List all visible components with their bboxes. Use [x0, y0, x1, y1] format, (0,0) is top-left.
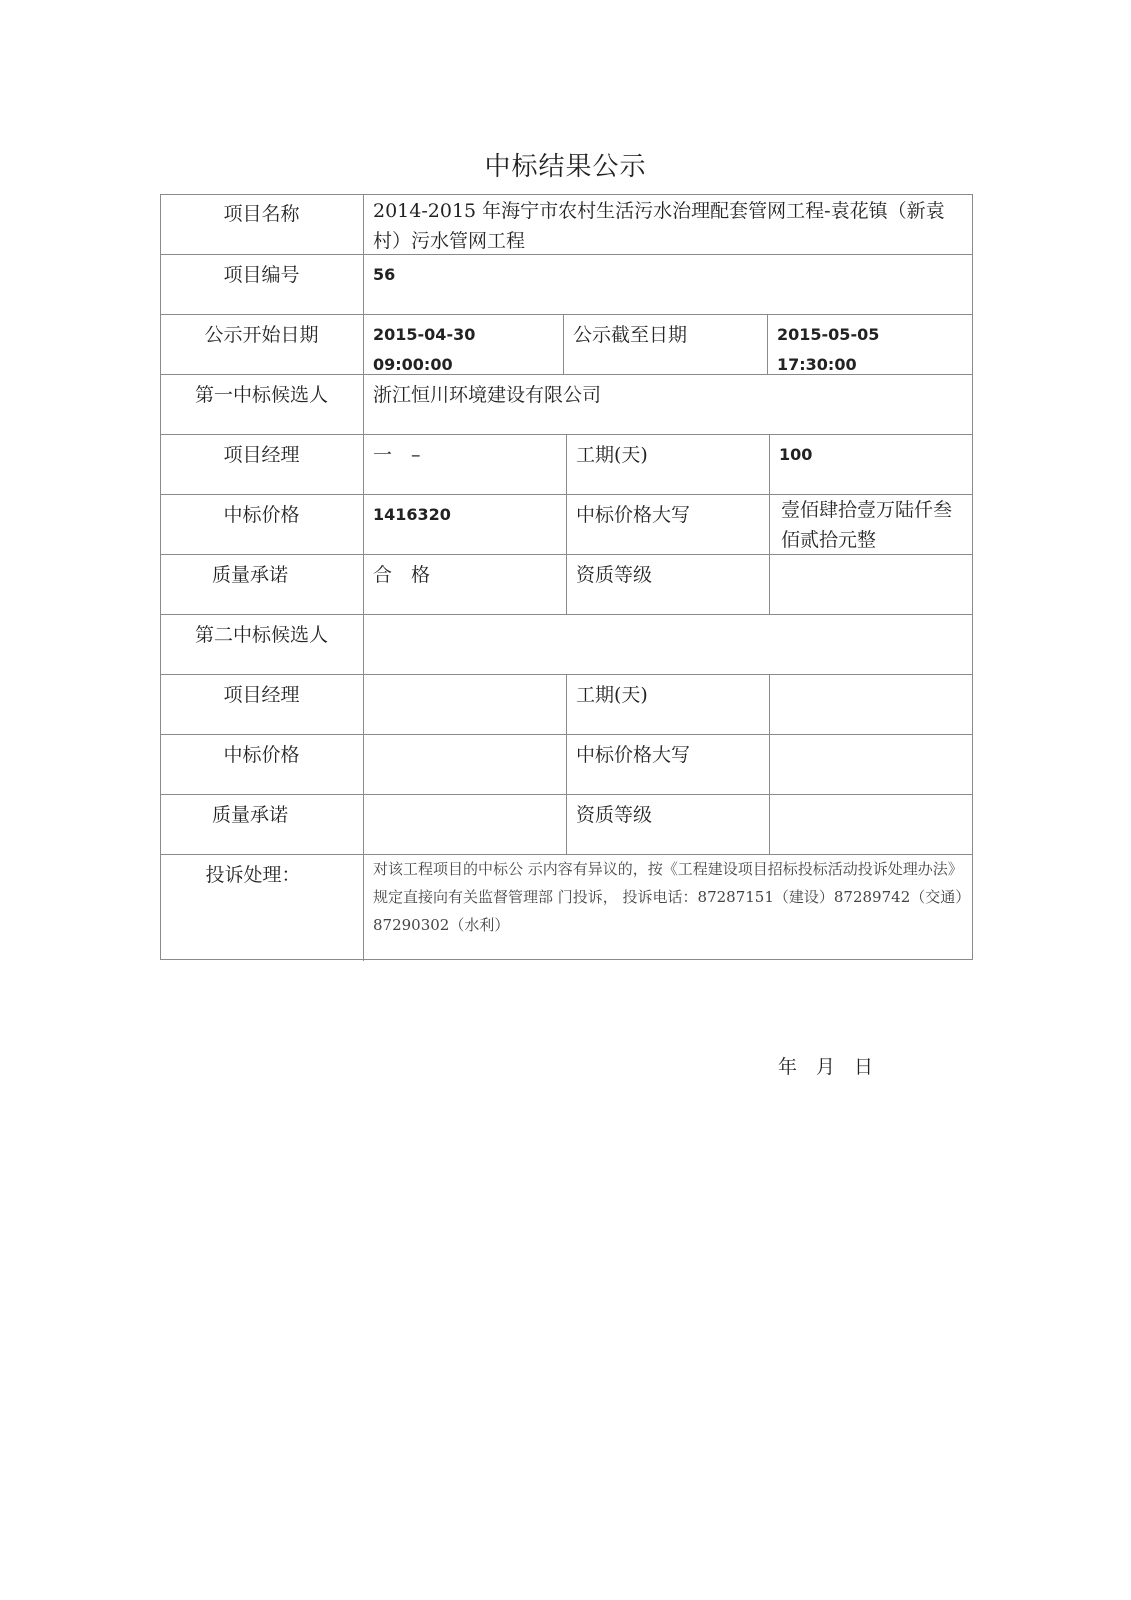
- first-candidate-label: 第一中标候选人: [194, 384, 328, 406]
- project-name-label: 项目名称: [223, 203, 300, 225]
- table-border: [160, 194, 973, 960]
- second-qualification-label: 资质等级: [576, 804, 653, 826]
- second-manager-label: 项目经理: [223, 684, 300, 706]
- first-price-words-label: 中标价格大写: [576, 504, 691, 526]
- first-quality-value: 合 格: [373, 564, 431, 586]
- first-price-value: 1416320: [373, 505, 451, 524]
- end-date-label: 公示截至日期: [573, 324, 688, 346]
- first-candidate-name: 浙江恒川环境建设有限公司: [373, 384, 602, 406]
- start-date-value: 2015-04-30 09:00:00: [373, 325, 476, 374]
- end-date-value: 2015-05-05 17:30:00: [777, 325, 880, 374]
- second-candidate-label: 第二中标候选人: [194, 624, 328, 646]
- project-no-value: 56: [373, 265, 396, 284]
- first-manager-value: 一 –: [373, 444, 421, 466]
- first-price-words-value: 壹佰肆拾壹万陆仟叁佰贰拾元整: [781, 499, 953, 551]
- second-price-words-label: 中标价格大写: [576, 744, 691, 766]
- second-quality-label: 质量承诺: [211, 804, 288, 826]
- first-price-label: 中标价格: [223, 504, 300, 526]
- first-period-label: 工期(天): [576, 444, 648, 466]
- first-period-value: 100: [779, 445, 813, 464]
- complaint-text: 对该工程项目的中标公 示内容有异议的，按《工程建设项目招标投标活动投诉处理办法》 规定直接向有关监督管理部 门投诉， 投诉电话：87287151（建设）87289742（交通）87290302（水利）: [373, 860, 963, 934]
- complaint-label: 投诉处理：: [205, 864, 301, 886]
- first-qualification-label: 资质等级: [576, 564, 653, 586]
- first-manager-label: 项目经理: [223, 444, 300, 466]
- second-period-label: 工期(天): [576, 684, 648, 706]
- project-no-label: 项目编号: [223, 264, 300, 286]
- page-title: 中标结果公示: [484, 152, 647, 182]
- second-price-label: 中标价格: [223, 744, 300, 766]
- start-date-label: 公示开始日期: [204, 324, 319, 346]
- project-name-value: 2014-2015 年海宁市农村生活污水治理配套管网工程-袁花镇（新袁村）污水管网工程: [373, 200, 945, 252]
- bid-result-table: [160, 194, 973, 960]
- first-quality-label: 质量承诺: [211, 564, 288, 586]
- date-line: 年 月 日: [778, 1056, 874, 1078]
